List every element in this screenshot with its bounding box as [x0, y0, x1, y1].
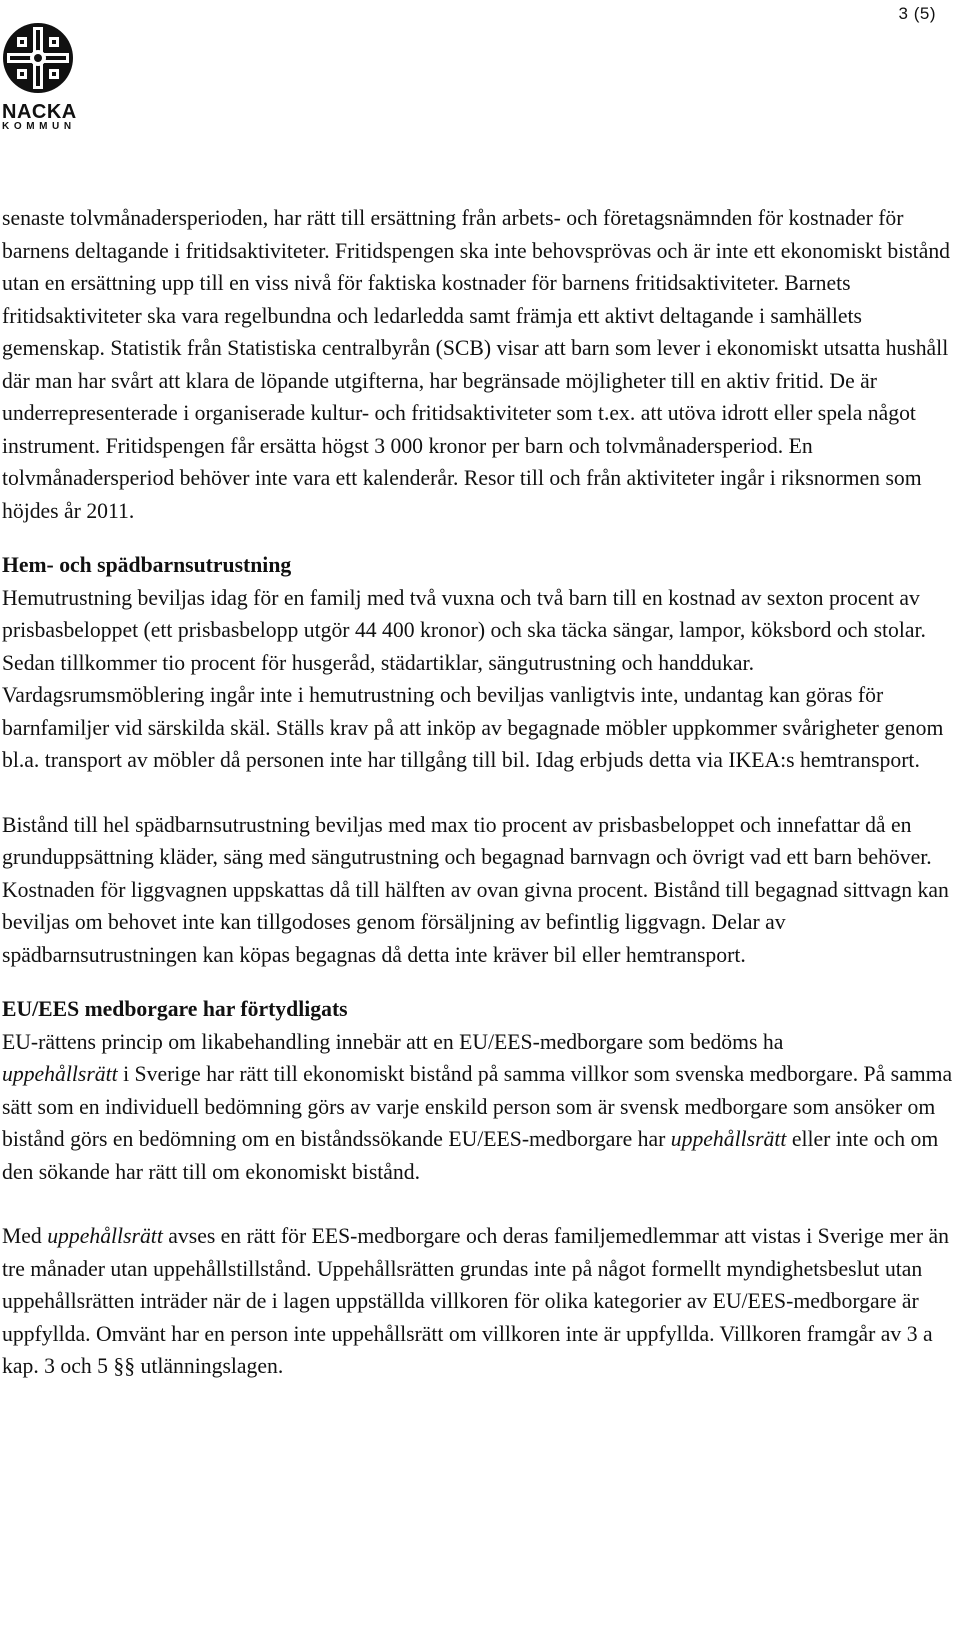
heading-eu-ees-medborgare: EU/EES medborgare har förtydligats	[2, 997, 348, 1021]
emphasis-uppehallsratt: uppehållsrätt	[47, 1224, 163, 1248]
document-body	[2, 202, 954, 1383]
paragraph-fritidspeng: senaste tolvmånadersperioden, har rätt till ersättning från arbets- och företagsnämnden för kostnader för barnens deltagande i fritidsaktiviteter. Fritidspengen ska inte behovsprövas och är inte ett ekonomiskt bistånd utan en ersättning upp till en viss nivå för faktiska kostnader för barnens fritidsaktiviteter. Barnets fritidsaktiviteter ska vara regelbundna och ledarledda samt främja ett aktivt deltagande i samhällets gemenskap. Statistik från Statistiska centralbyrån (SCB) visar att barn som lever i ekonomiskt utsatta hushåll där man har svårt att klara de löpande utgifterna, har begränsade möjligheter till en aktiv fritid. De är underrepresenterade i organiserade kultur- och fritidsaktiviteter som t.ex. att utöva idrott eller spela något instrument. Fritidspengen får ersätta högst 3 000 kronor per barn och tolvmånadersperiod. En tolvmånadersperiod behöver inte vara ett kalenderår. Resor till och från aktiviteter ingår i riksnormen som höjdes år 2011.	[2, 206, 951, 523]
logo-name: NACKA	[2, 101, 77, 123]
paragraph-spadbarnsutrustning: Bistånd till hel spädbarnsutrustning beviljas med max tio procent av prisbasbeloppet och innefattar då en grunduppsättning kläder, säng med sängutrustning och begagnad barnvagn och övrigt vad ett barn behöver. Kostnaden för liggvagnen uppskattas då till hälften av ovan givna procent. Bistånd till begagnad sittvagn kan beviljas om behovet inte kan tillgodoses genom försäljning av befintlig liggvagn. Delar av spädbarnsutrustningen kan köpas begagnas då detta inte kräver bil eller hemtransport.	[2, 812, 949, 967]
text-segment: eller inte och om den sökande har rätt till om ekonomiskt bistånd.	[2, 1127, 939, 1184]
text-segment: EU-rättens princip om likabehandling innebär att en EU/EES-medborgare som bedöms ha	[2, 1029, 784, 1054]
text-segment: Med	[2, 1224, 48, 1248]
nacka-emblem-icon	[2, 22, 74, 94]
nacka-kommun-logo	[2, 22, 78, 133]
emphasis-uppehallsratt: uppehållsrätt	[2, 1062, 118, 1086]
logo-subtitle: KOMMUN	[2, 121, 76, 132]
page-number: 3 (5)	[898, 4, 936, 23]
heading-hem-och-spadbarnsutrustning: Hem- och spädbarnsutrustning	[2, 553, 292, 577]
paragraph-hemutrustning: Hemutrustning beviljas idag för en familj med två vuxna och två barn till en kostnad av sexton procent av prisbasbeloppet (ett prisbasbelopp utgör 44 400 kronor) och ska täcka sängar, lampor, köksbord och stolar. Sedan tillkommer tio procent för husgeråd, städartiklar, sängutrustning och handdukar. Vardagsrumsmöblering ingår inte i hemutrustning och beviljas vanligtvis inte, undantag kan göras för barnfamiljer vid särskilda skäl. Ställs krav på att inköp av begagnade möbler uppkommer svårigheter genom bl.a. transport av möbler då personen inte har tillgång till bil. Idag erbjuds detta via IKEA:s hemtransport.	[2, 585, 944, 772]
paragraph-uppehallsratt-definition	[2, 1220, 954, 1383]
emphasis-uppehallsratt: uppehållsrätt	[670, 1127, 787, 1151]
text-segment: avses en rätt för EES-medborgare och deras familjemedlemmar att vistas i Sverige mer än tre månader utan uppehållstillstånd. Uppehållsrätten grundas inte på något formellt myndighetsbeslut utan uppehållsrätten inträder när de i lagen uppställda villkoren för olika kategorier av EU/EES-medborgare är uppfyllda. Omvänt har en person inte uppehållsrätt om villkoren inte är uppfyllda. Villkoren framgår av 3 a kap. 3 och 5 §§ utlänningslagen.	[2, 1224, 949, 1378]
text-segment: i Sverige har rätt till ekonomiskt bistånd på samma villkor som svenska medborgare. På samma sätt som en individuell bedömning görs av varje enskild person som är svensk medborgare som ansöker om bistånd görs en bedömning om en biståndssökande EU/EES-medborgare har	[2, 1062, 953, 1151]
paragraph-likabehandling	[2, 1026, 954, 1189]
